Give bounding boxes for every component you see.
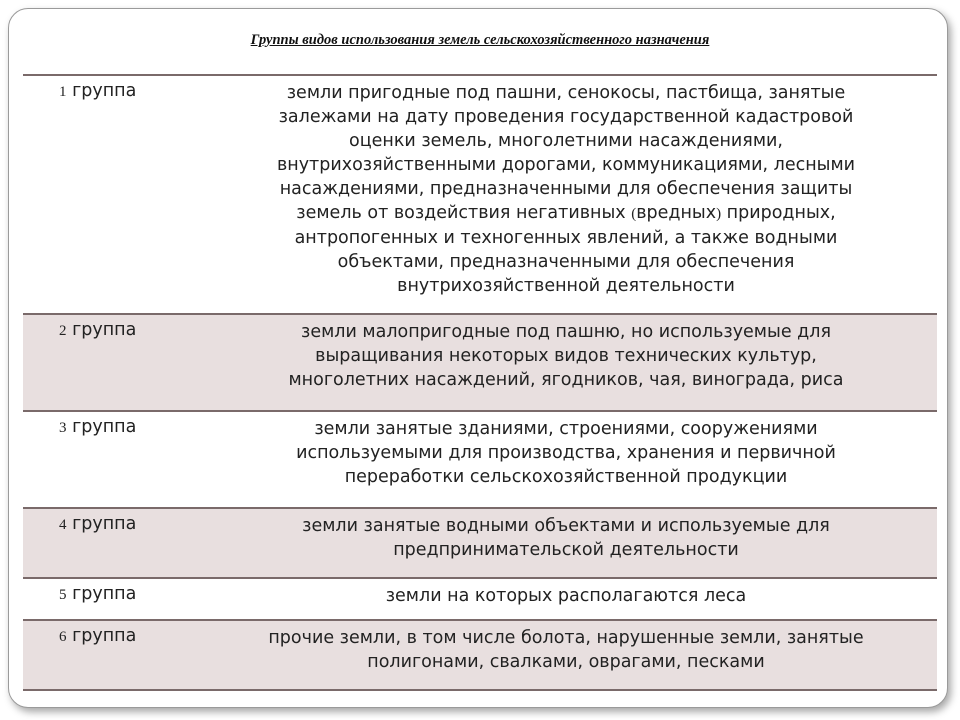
description-line: внутрихозяйственной деятельности xyxy=(397,276,735,296)
description-line: земли на которых располагаются леса xyxy=(385,586,747,606)
table-row-group-2 xyxy=(23,314,937,411)
description-line: антропогенных и техногенных явлений, а также водными xyxy=(294,228,838,248)
description-line: выращивания некоторых видов технических культур, xyxy=(315,346,817,366)
description-line: земли малопригодные под пашню, но используемые для xyxy=(301,322,831,342)
description-line: предпринимательской деятельности xyxy=(393,540,739,560)
group-label: группа xyxy=(72,81,137,101)
description-line: многолетних насаждений, ягодников, чая, винограда, риса xyxy=(288,370,844,390)
group-description xyxy=(203,411,937,508)
description-line: земли пригодные под пашни, сенокосы, пастбища, занятые xyxy=(286,83,846,103)
description-line: полигонами, свалками, оврагами, песками xyxy=(367,652,765,672)
group-label: группа xyxy=(72,584,137,604)
group-label-cell xyxy=(23,578,203,620)
description-line: насаждениями, предназначенными для обеспечения защиты xyxy=(279,179,853,199)
group-number: 2 xyxy=(59,323,67,339)
group-label: группа xyxy=(72,417,137,437)
group-label: группа xyxy=(72,514,137,534)
table-row-group-1 xyxy=(23,75,937,314)
description-line: объектами, предназначенными для обеспечения xyxy=(337,252,795,272)
group-number: 3 xyxy=(59,420,67,436)
paren-open: ( xyxy=(631,206,637,222)
group-number: 6 xyxy=(59,629,67,645)
group-label-cell xyxy=(23,620,203,690)
paren-close: ) xyxy=(716,206,722,222)
group-description xyxy=(203,508,937,578)
group-label-cell xyxy=(23,508,203,578)
description-line xyxy=(211,201,921,226)
description-line: переработки сельскохозяйственной продукции xyxy=(344,467,788,487)
group-description xyxy=(203,578,937,620)
description-line: земли занятые водными объектами и используемые для xyxy=(302,516,830,536)
table-row-group-4 xyxy=(23,508,937,578)
group-label: группа xyxy=(72,320,137,340)
description-text: природных, xyxy=(721,203,836,223)
group-number: 5 xyxy=(59,587,67,603)
group-number: 4 xyxy=(59,517,67,533)
description-line: земли занятые зданиями, строениями, сооружениями xyxy=(314,419,818,439)
group-description xyxy=(203,314,937,411)
description-text: земель от воздействия негативных xyxy=(296,203,632,223)
description-line: оценки земель, многолетними насаждениями, xyxy=(349,131,783,151)
description-line: прочие земли, в том числе болота, нарушенные земли, занятые xyxy=(268,628,864,648)
description-line: внутрихозяйственными дорогами, коммуникациями, лесными xyxy=(276,155,856,175)
group-description xyxy=(203,75,937,314)
table-row-group-3 xyxy=(23,411,937,508)
table-row-group-6 xyxy=(23,620,937,690)
group-description xyxy=(203,620,937,690)
description-line: используемыми для производства, хранения и первичной xyxy=(296,443,836,463)
group-label-cell xyxy=(23,411,203,508)
table-row-group-5 xyxy=(23,578,937,620)
groups-table xyxy=(23,74,937,691)
group-number: 1 xyxy=(59,84,67,100)
description-line: залежами на дату проведения государственной кадастровой xyxy=(278,107,854,127)
group-label-cell xyxy=(23,75,203,314)
page-title: Группы видов использования земель сельскохозяйственного назначения xyxy=(250,32,710,48)
group-label: группа xyxy=(72,626,137,646)
group-label-cell xyxy=(23,314,203,411)
description-text: вредных xyxy=(636,203,717,223)
